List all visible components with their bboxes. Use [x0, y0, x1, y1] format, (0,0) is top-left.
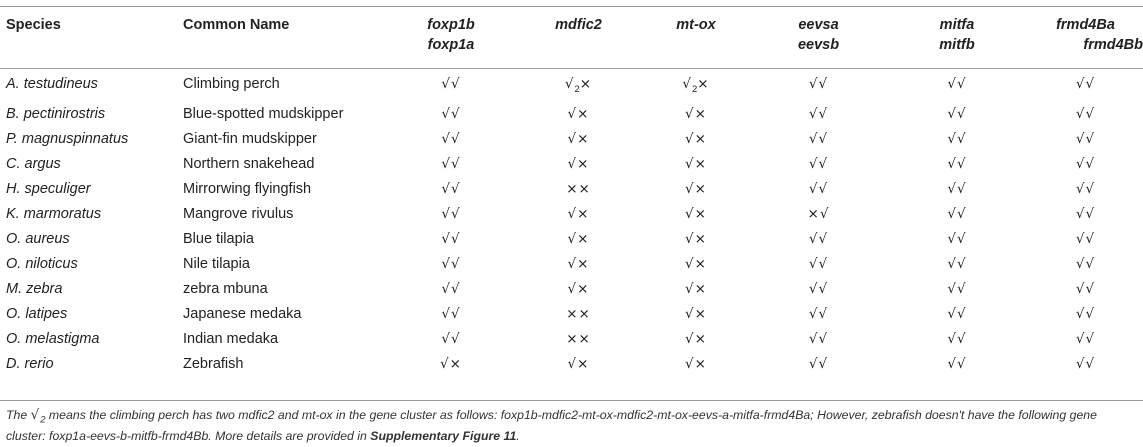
- gene-cell: [1028, 252, 1143, 277]
- gene-cell: [516, 277, 641, 302]
- presence-mark: √×: [685, 355, 707, 372]
- presence-mark: √√: [808, 155, 829, 172]
- gene-cell: [751, 68, 886, 102]
- gene-cell: [751, 302, 886, 327]
- presence-mark: √√: [947, 205, 967, 222]
- table-row: [0, 152, 1143, 177]
- presence-mark: √√: [808, 105, 829, 122]
- presence-mark: √×: [567, 205, 590, 222]
- gene-cell: [1028, 152, 1143, 177]
- gene-cell: [886, 352, 1028, 377]
- gene-cell: [516, 327, 641, 352]
- gene-cell: [386, 102, 516, 127]
- presence-mark: √√: [808, 255, 829, 272]
- gene-cell: [386, 327, 516, 352]
- presence-mark: √√: [808, 280, 829, 297]
- presence-mark: √√: [947, 155, 967, 172]
- presence-mark: √√: [441, 255, 461, 272]
- gene-cell: [886, 152, 1028, 177]
- gene-cell: [886, 127, 1028, 152]
- header-gene-name: eevsb: [797, 37, 840, 53]
- presence-mark: ××: [566, 305, 591, 322]
- species-cell: O. melastigma: [6, 330, 100, 347]
- absence-mark: ×: [697, 76, 710, 92]
- gene-cell: [641, 327, 751, 352]
- gene-cell: [641, 68, 751, 102]
- gene-cell: [516, 102, 641, 127]
- species-cell: H. speculiger: [6, 180, 91, 197]
- gene-cell: [516, 302, 641, 327]
- supplementary-figure-link[interactable]: Supplementary Figure 11: [370, 429, 517, 444]
- gene-cell: [386, 177, 516, 202]
- common-name-cell: Blue-spotted mudskipper: [183, 105, 344, 122]
- gene-cell: [751, 202, 886, 227]
- gene-cell: [886, 177, 1028, 202]
- presence-mark: √×: [440, 355, 462, 372]
- gene-cell: [886, 202, 1028, 227]
- presence-mark: √√: [947, 330, 967, 347]
- common-name-cell: Climbing perch: [183, 76, 280, 92]
- gene-cell: [516, 227, 641, 252]
- table-row: [0, 102, 1143, 127]
- species-cell: K. marmoratus: [6, 205, 102, 222]
- footnote-symbol: √: [30, 407, 41, 423]
- gene-cell: [516, 177, 641, 202]
- gene-cell: [641, 152, 751, 177]
- gene-cell: [751, 177, 886, 202]
- presence-mark: √√: [947, 130, 967, 147]
- header-common-name: Common Name: [183, 17, 290, 33]
- species-cell: D. rerio: [6, 355, 54, 372]
- presence-mark: √×: [567, 255, 590, 272]
- gene-cell: [886, 102, 1028, 127]
- gene-cell: [516, 152, 641, 177]
- presence-mark: √√: [1075, 155, 1096, 172]
- gene-cell: [386, 202, 516, 227]
- table-row: [0, 227, 1143, 252]
- presence-mark: √√: [808, 305, 829, 322]
- presence-mark: √√: [1075, 305, 1096, 322]
- gene-cell: [641, 102, 751, 127]
- presence-mark: √×: [567, 105, 590, 122]
- common-name-cell: zebra mbuna: [183, 280, 268, 297]
- header-gene-name: mitfb: [939, 37, 975, 53]
- presence-mark: √×: [685, 230, 707, 247]
- table-row: [0, 352, 1143, 377]
- gene-cell: [751, 227, 886, 252]
- presence-mark: √×: [567, 230, 590, 247]
- species-cell: B. pectinirostris: [6, 105, 106, 122]
- presence-mark: √√: [441, 130, 461, 147]
- presence-mark: √√: [947, 180, 967, 197]
- gene-cell: [1028, 177, 1143, 202]
- gene-cell: [386, 68, 516, 102]
- table-row: [0, 127, 1143, 152]
- gene-cell: [386, 277, 516, 302]
- presence-mark: √√: [441, 155, 461, 172]
- gene-cell: [1028, 202, 1143, 227]
- gene-cell: [886, 68, 1028, 102]
- header-gene-name: frmd4Ba: [1056, 17, 1115, 33]
- gene-cell: [386, 252, 516, 277]
- presence-mark: ××: [566, 330, 591, 347]
- presence-mark: √√: [441, 205, 461, 222]
- table-row: [0, 302, 1143, 327]
- gene-cell: [516, 202, 641, 227]
- gene-cell: [886, 252, 1028, 277]
- absence-mark: ×: [579, 76, 593, 92]
- presence-mark: √√: [441, 330, 461, 347]
- presence-mark: √√: [947, 255, 967, 272]
- header-gene-frmd4b: [1028, 7, 1143, 68]
- gene-cell: [1028, 102, 1143, 127]
- presence-mark: √√: [441, 180, 461, 197]
- presence-mark: √√: [441, 230, 461, 247]
- presence-mark: √√: [1075, 255, 1096, 272]
- header-gene-mdfic2: mdfic2: [555, 17, 602, 33]
- gene-cell: [641, 227, 751, 252]
- table-row: [0, 177, 1143, 202]
- gene-cell: [1028, 302, 1143, 327]
- header-species: Species: [6, 17, 61, 33]
- gene-cell: [1028, 277, 1143, 302]
- species-cell: P. magnuspinnatus: [6, 130, 129, 147]
- presence-mark: √√: [808, 76, 829, 92]
- common-name-cell: Blue tilapia: [183, 230, 254, 247]
- presence-mark: √×: [685, 255, 707, 272]
- presence-mark: √√: [808, 355, 829, 372]
- species-gene-table: [0, 7, 1143, 377]
- header-gene-name: foxp1a: [427, 37, 475, 53]
- species-cell: O. niloticus: [6, 255, 78, 272]
- presence-mark: √×: [685, 330, 707, 347]
- gene-cell: [886, 277, 1028, 302]
- presence-mark: √√: [808, 180, 829, 197]
- presence-mark: √×: [567, 280, 590, 297]
- gene-cell: [641, 302, 751, 327]
- gene-cell: [1028, 68, 1143, 102]
- gene-cell: [641, 252, 751, 277]
- presence-mark: √√: [947, 305, 967, 322]
- presence-mark: √√: [808, 330, 829, 347]
- gene-cell: [386, 302, 516, 327]
- header-gene-name: eevsa: [798, 17, 839, 33]
- gene-cell: [516, 127, 641, 152]
- presence-mark: ×√: [807, 205, 830, 222]
- common-name-cell: Indian medaka: [183, 330, 279, 347]
- gene-cell: [751, 277, 886, 302]
- gene-cell: [641, 277, 751, 302]
- presence-mark: ××: [566, 180, 591, 197]
- gene-cell: [751, 152, 886, 177]
- presence-mark: √×: [685, 305, 707, 322]
- common-name-cell: Nile tilapia: [183, 255, 250, 272]
- gene-cell: [386, 152, 516, 177]
- presence-mark: √√: [808, 130, 829, 147]
- presence-mark: √√: [1075, 180, 1096, 197]
- table-footnote: The $√_2$ means the climbing perch has two mdfic2 and mt-ox in the gene cluster as follows: foxp1b-mdfic2-mt-ox-mdfic2-mt-ox-eevs-a-mitfa-frmd4Ba; However, zebrafish doesn't have the following gene cluster: foxp1a-eevs-b-mitfb-frmd4Bb. More details are provided in Supplementary Figure 11.: [6, 407, 1097, 444]
- copy-count: 2: [574, 83, 580, 95]
- header-gene-foxp1: [386, 7, 516, 68]
- gene-cell: [886, 227, 1028, 252]
- gene-cell: [886, 302, 1028, 327]
- presence-mark: √√: [1075, 230, 1096, 247]
- gene-cell: [641, 127, 751, 152]
- species-cell: O. aureus: [6, 230, 70, 247]
- gene-cell: [641, 177, 751, 202]
- common-name-cell: Mangrove rivulus: [183, 205, 294, 222]
- presence-mark: √√: [1075, 76, 1096, 92]
- presence-mark: √×: [685, 130, 707, 147]
- presence-mark: √×: [567, 155, 590, 172]
- header-gene-name: foxp1b: [427, 17, 475, 33]
- presence-mark: √×: [685, 205, 707, 222]
- presence-mark: √√: [808, 230, 829, 247]
- presence-mark: √√: [1075, 355, 1096, 372]
- gene-cell: [641, 202, 751, 227]
- gene-cell: [516, 252, 641, 277]
- common-name-cell: Japanese medaka: [183, 305, 302, 322]
- gene-cell: [751, 352, 886, 377]
- presence-mark: √√: [947, 230, 967, 247]
- gene-cell: [1028, 327, 1143, 352]
- presence-mark: √√: [441, 76, 461, 92]
- header-gene-mt-ox: mt-ox: [676, 17, 716, 33]
- table-row: [0, 277, 1143, 302]
- table-row: [0, 327, 1143, 352]
- common-name-cell: Mirrorwing flyingfish: [183, 180, 312, 197]
- presence-mark: √√: [441, 305, 461, 322]
- species-cell: M. zebra: [6, 280, 63, 297]
- header-gene-mitf: [886, 7, 1028, 68]
- presence-mark: √: [682, 76, 692, 92]
- presence-mark: √: [564, 76, 575, 92]
- header-gene-eevs: [751, 7, 886, 68]
- table-row: [0, 202, 1143, 227]
- species-cell: A. testudineus: [6, 76, 98, 92]
- header-gene-name: mitfa: [939, 17, 975, 33]
- gene-cell: [1028, 352, 1143, 377]
- presence-mark: √×: [685, 280, 707, 297]
- footnote-subscript: 2: [40, 414, 46, 426]
- presence-mark: √√: [947, 280, 967, 297]
- common-name-cell: Giant-fin mudskipper: [183, 130, 317, 147]
- species-cell: C. argus: [6, 155, 61, 172]
- copy-count: 2: [692, 83, 698, 95]
- gene-cell: [386, 127, 516, 152]
- gene-cell: [1028, 127, 1143, 152]
- presence-mark: √×: [685, 180, 707, 197]
- gene-cell: [1028, 227, 1143, 252]
- presence-mark: √√: [947, 105, 967, 122]
- common-name-cell: Zebrafish: [183, 355, 244, 372]
- gene-cell: [751, 252, 886, 277]
- header-gene-name: frmd4Bb: [1083, 37, 1143, 53]
- presence-mark: √×: [567, 355, 590, 372]
- gene-cell: [886, 327, 1028, 352]
- gene-cell: [516, 352, 641, 377]
- gene-cell: [516, 68, 641, 102]
- presence-mark: √√: [947, 76, 967, 92]
- presence-mark: √√: [1075, 130, 1096, 147]
- gene-cell: [386, 352, 516, 377]
- species-cell: O. latipes: [6, 305, 68, 322]
- bottom-rule: [0, 400, 1143, 401]
- presence-mark: √√: [947, 355, 967, 372]
- presence-mark: √√: [1075, 280, 1096, 297]
- gene-cell: [386, 227, 516, 252]
- presence-mark: √√: [1075, 105, 1096, 122]
- gene-cell: [751, 102, 886, 127]
- table-row: [0, 68, 1143, 102]
- presence-mark: √×: [685, 105, 707, 122]
- presence-mark: √√: [441, 105, 461, 122]
- presence-mark: √√: [441, 280, 461, 297]
- table-row: [0, 252, 1143, 277]
- presence-mark: √√: [1075, 205, 1096, 222]
- footnote-text: means the climbing perch has two mdfic2 and mt-ox in the gene cluster as follows: foxp1b-mdfic2-mt-ox-mdfic2-mt-ox-eevs-a-mitfa-frmd4Ba; However, zebrafish doesn't have the following gene cluster: foxp1a-eevs-b-mitfb-frmd4Bb. More details are provided in: [6, 408, 1097, 444]
- presence-mark: √×: [567, 130, 590, 147]
- gene-cell: [751, 127, 886, 152]
- presence-mark: √√: [1075, 330, 1096, 347]
- common-name-cell: Northern snakehead: [183, 155, 315, 172]
- footnote-end: .: [516, 429, 520, 444]
- gene-cell: [751, 327, 886, 352]
- header-row: [0, 7, 1143, 68]
- gene-cell: [641, 352, 751, 377]
- presence-mark: √×: [685, 155, 707, 172]
